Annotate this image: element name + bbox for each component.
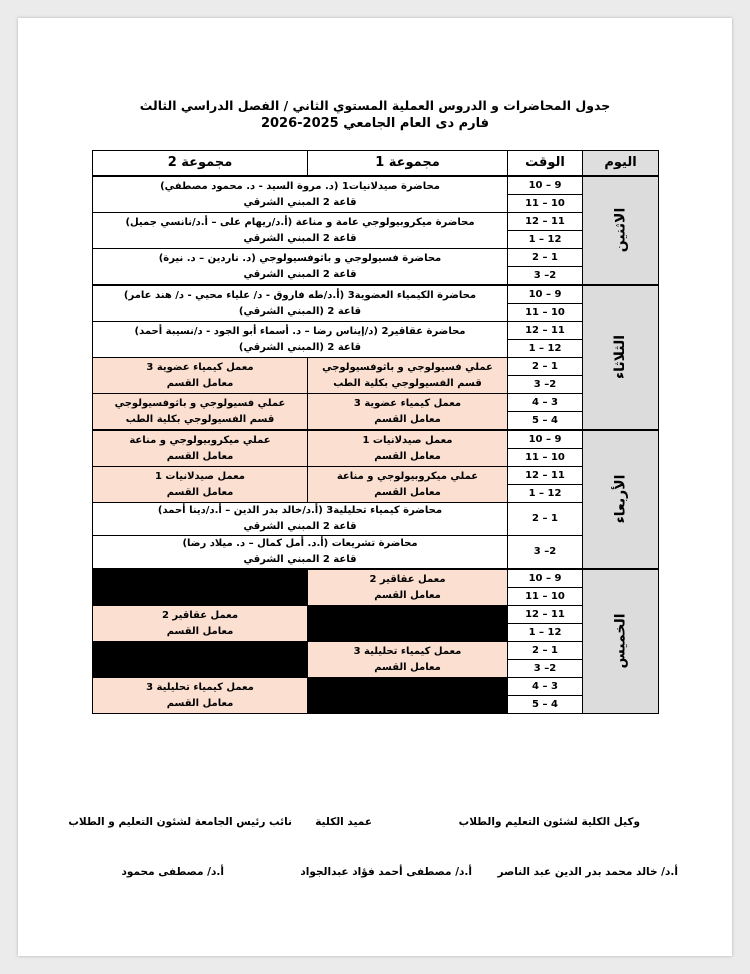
vice-president-title: نائب رئيس الجامعة لشئون التعليم و الطلاب (68, 816, 292, 828)
vice-dean-title: وكيل الكلية لشئون التعليم والطلاب (458, 816, 640, 828)
dean-title: عميد الكلية (315, 816, 372, 828)
time-cell: 3 –2 (508, 267, 583, 286)
time-cell: 10 – 9 (508, 569, 583, 588)
blocked-cell (308, 696, 508, 714)
lab-cell-group1: معمل كيمياء تحليلية 3 معامل القسم (308, 642, 508, 678)
schedule-table (92, 150, 659, 714)
lab-cell-group2: معمل كيمياء عضوية 3 معامل القسم (93, 358, 308, 394)
table-row (93, 213, 659, 231)
time-cell: 12 – 11 (508, 467, 583, 485)
time-cell: 12 – 11 (508, 213, 583, 231)
lab-cell-group1: معمل عقاقير 2 معامل القسم (308, 569, 508, 606)
day-monday: الاثنين (583, 176, 659, 285)
lab-cell-group1: معمل صيدلانيات 1 معامل القسم (308, 430, 508, 467)
table-row (93, 467, 659, 485)
blocked-cell (93, 569, 308, 588)
time-cell: 10 – 9 (508, 176, 583, 195)
vice-president-name: أ.د/ مصطفى محمود (121, 866, 224, 878)
time-cell: 4 – 3 (508, 678, 583, 696)
table-row (93, 642, 659, 660)
blocked-cell (93, 588, 308, 606)
table-row (93, 678, 659, 696)
header-group2: مجموعة 2 (93, 151, 308, 177)
lab-cell-group1: عملي فسيولوجي و باثوفسيولوجي قسم الفسيولوجي بكلية الطب (308, 358, 508, 394)
lab-cell-group1: عملي ميكروبيولوجي و مناعة معامل القسم (308, 467, 508, 503)
header-group1: مجموعة 1 (308, 151, 508, 177)
lecture-cell: محاضرة كيمياء تحليلية3 (أ.د/خالد بدر الدين – أ.د/دينا أحمد) قاعة 2 المبني الشرقي (93, 503, 508, 536)
header-time: الوقت (508, 151, 583, 177)
time-cell: 11 – 10 (508, 449, 583, 467)
header-row (93, 151, 659, 177)
lab-cell-group2: معمل صيدلانيات 1 معامل القسم (93, 467, 308, 503)
header-day: اليوم (583, 151, 659, 177)
table-row (93, 176, 659, 195)
vice-dean-name: أ.د/ خالد محمد بدر الدين عبد الناصر (497, 866, 678, 878)
day-wednesday: الأربعاء (583, 430, 659, 569)
lab-cell-group2: عملي ميكروبيولوجي و مناعة معامل القسم (93, 430, 308, 467)
time-cell: 12 – 11 (508, 322, 583, 340)
lab-cell-group1: معمل كيمياء عضوية 3 معامل القسم (308, 394, 508, 431)
blocked-cell (93, 642, 308, 660)
lab-cell-group2: معمل كيمياء تحليلية 3 معامل القسم (93, 678, 308, 714)
table-row (93, 569, 659, 588)
time-cell: 2 – 1 (508, 249, 583, 267)
time-cell: 2 – 1 (508, 503, 583, 536)
table-row (93, 430, 659, 449)
time-cell: 1 – 12 (508, 485, 583, 503)
lecture-cell: محاضرة تشريعات (أ.د. أمل كمال – د. ميلاد رضا) قاعة 2 المبني الشرقي (93, 536, 508, 570)
lecture-cell: محاضرة ميكروبيولوجي عامة و مناعة (أ.د/ريهام على – أ.د/نانسي جميل) قاعة 2 المبني الشرقي (93, 213, 508, 249)
day-thursday: الخميس (583, 569, 659, 714)
time-cell: 3 –2 (508, 376, 583, 394)
blocked-cell (308, 606, 508, 624)
lecture-cell: محاضرة فسيولوجي و باثوفسيولوجي (د. ناردين – د. نيرة) قاعة 2 المبني الشرقي (93, 249, 508, 286)
document-subtitle: فارم دى العام الجامعي 2025-2026 (260, 116, 490, 131)
table-row (93, 322, 659, 340)
time-cell: 11 – 10 (508, 195, 583, 213)
blocked-cell (308, 678, 508, 696)
blocked-cell (308, 624, 508, 642)
time-cell: 1 – 12 (508, 340, 583, 358)
time-cell: 10 – 9 (508, 430, 583, 449)
time-cell: 1 – 12 (508, 624, 583, 642)
time-cell: 11 – 10 (508, 304, 583, 322)
table-row (93, 606, 659, 624)
table-row (93, 285, 659, 304)
time-cell: 4 – 3 (508, 394, 583, 412)
blocked-cell (93, 660, 308, 678)
table-row (93, 394, 659, 412)
time-cell: 5 – 4 (508, 696, 583, 714)
table-row (93, 358, 659, 376)
time-cell: 11 – 10 (508, 588, 583, 606)
time-cell: 2 – 1 (508, 642, 583, 660)
day-tuesday: الثلاثاء (583, 285, 659, 430)
lecture-cell: محاضرة صيدلانيات1 (د. مروة السيد - د. محمود مصطفي) قاعة 2 المبني الشرقي (93, 176, 508, 213)
lab-cell-group2: معمل عقاقير 2 معامل القسم (93, 606, 308, 642)
time-cell: 12 – 11 (508, 606, 583, 624)
lab-cell-group2: عملي فسيولوجي و باثوفسيولوجي قسم الفسيولوجي بكلية الطب (93, 394, 308, 431)
time-cell: 10 – 9 (508, 285, 583, 304)
document-page (18, 18, 732, 956)
time-cell: 5 – 4 (508, 412, 583, 431)
time-cell: 3 –2 (508, 660, 583, 678)
time-cell: 2 – 1 (508, 358, 583, 376)
dean-name: أ.د/ مصطفى أحمد فؤاد عبدالجواد (300, 866, 472, 878)
lecture-cell: محاضرة عقاقير2 (د/إيناس رضا – د. أسماء أبو الجود - د/نسيبة أحمد) قاعة 2 (المبني الشرقي) (93, 322, 508, 358)
time-cell: 1 – 12 (508, 231, 583, 249)
time-cell: 3 –2 (508, 536, 583, 570)
lecture-cell: محاضرة الكيمياء العضوية3 (أ.د/طه فاروق - د/ علياء محيي - د/ هند عامر) قاعة 2 (المبني الشرقي) (93, 285, 508, 322)
document-title: جدول المحاضرات و الدروس العملية المستوي الثاني / الفصل الدراسي الثالث (139, 98, 611, 113)
table-row (93, 249, 659, 267)
